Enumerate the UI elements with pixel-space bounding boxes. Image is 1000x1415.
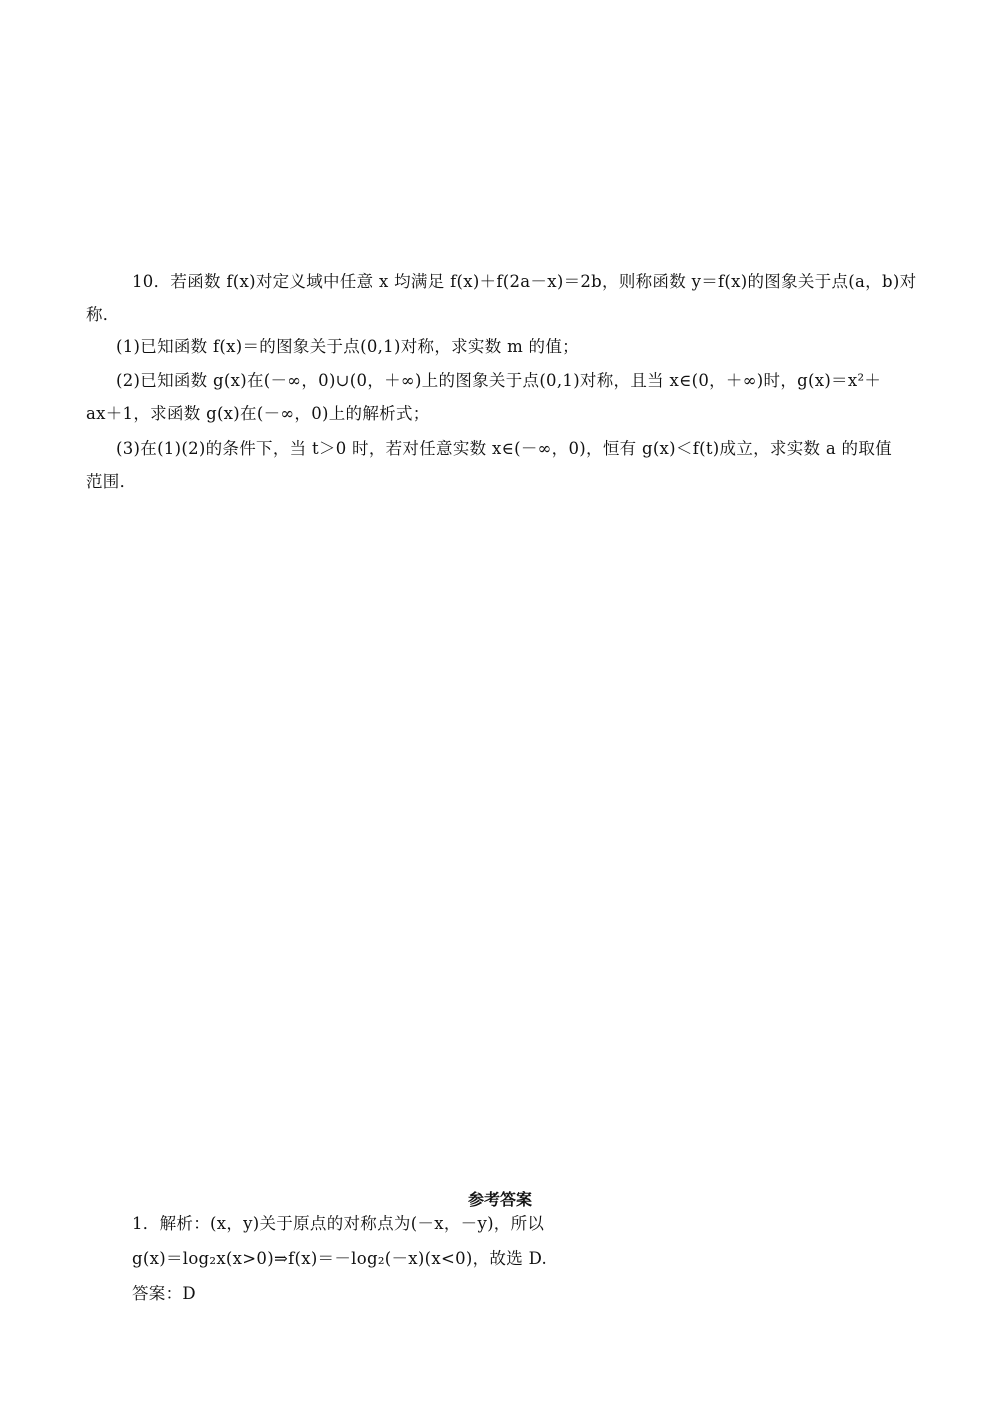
question-part-3-line-2: 范围．	[86, 472, 137, 491]
question-part-3-line-1: (3)在(1)(2)的条件下，当 t＞0 时，若对任意实数 x∈(－∞，0)，恒有 g(x)＜f(t)成立，求实数 a 的取值	[116, 439, 892, 458]
answer-1-derivation: g(x)＝log₂x(x>0)⇒f(x)＝－log₂(－x)(x<0)，故选 D.	[132, 1249, 548, 1268]
answer-1-result: 答案：D	[132, 1284, 196, 1303]
question-line-2: 称．	[86, 305, 120, 324]
answers-heading: 参考答案	[467, 1190, 532, 1209]
question-part-1: (1)已知函数 f(x)＝的图象关于点(0,1)对称，求实数 m 的值；	[116, 337, 579, 356]
question-line-1: 10．若函数 f(x)对定义域中任意 x 均满足 f(x)＋f(2a－x)＝2b，则称函数 y＝f(x)的图象关于点(a，b)对	[132, 272, 917, 291]
question-part-2-line-1: (2)已知函数 g(x)在(－∞，0)∪(0，＋∞)上的图象关于点(0,1)对称，且当 x∈(0，＋∞)时，g(x)＝x²＋	[116, 371, 882, 390]
answer-1-analysis: 1．解析：(x，y)关于原点的对称点为(－x，－y)，所以	[132, 1214, 545, 1233]
question-part-2-line-2: ax＋1，求函数 g(x)在(－∞，0)上的解析式；	[86, 404, 430, 423]
